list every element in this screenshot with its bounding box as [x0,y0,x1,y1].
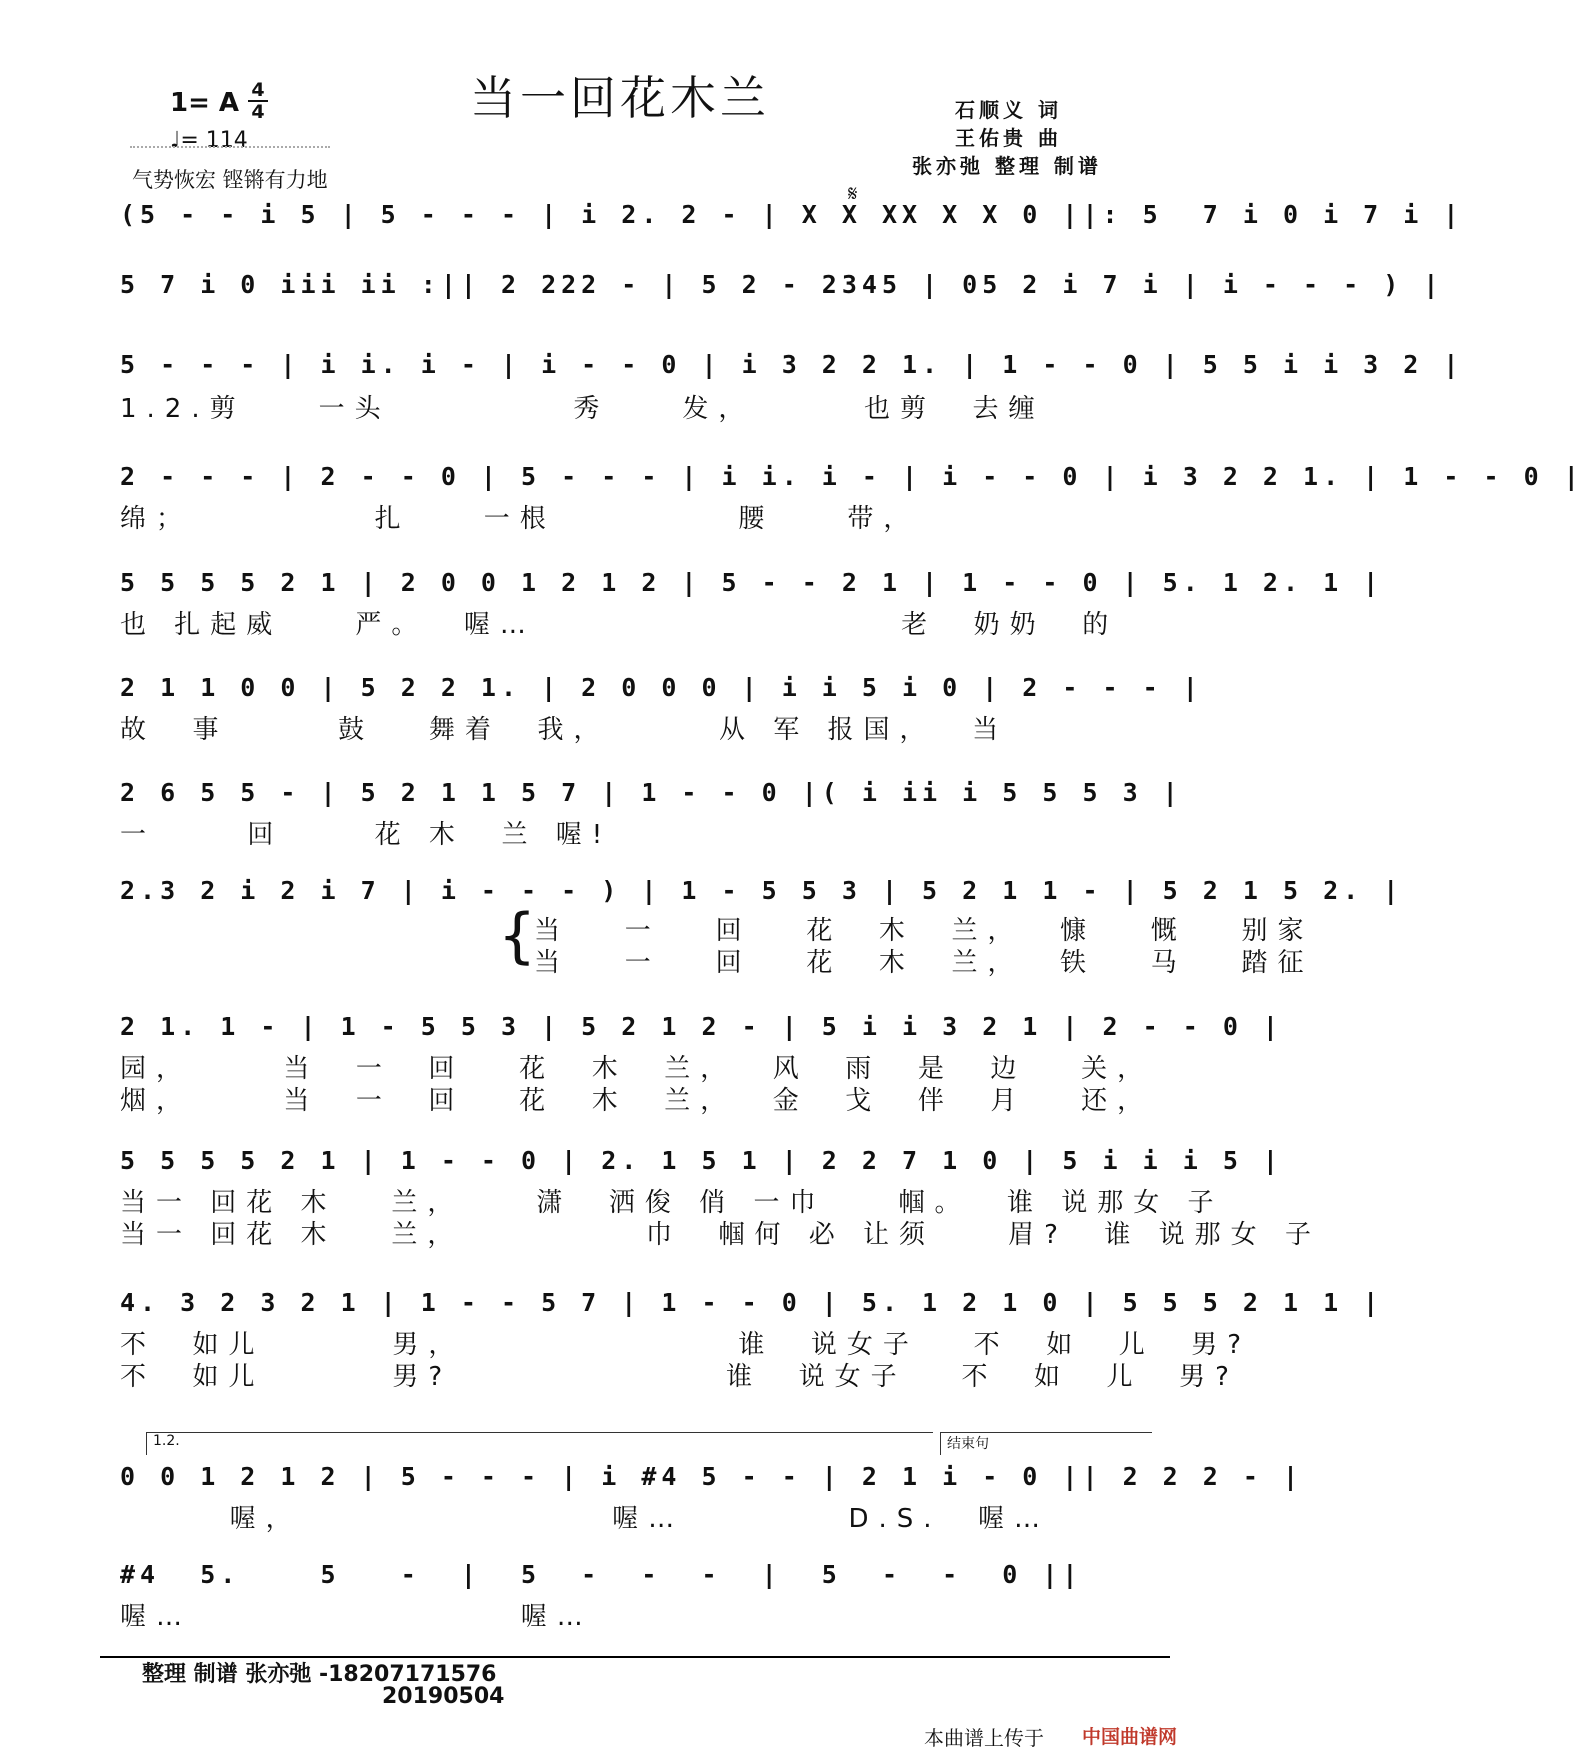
upload-note: 本曲谱上传于 [924,1726,1044,1750]
score-line-8 [120,876,1404,912]
lyric-line-11b: 不 如儿 男? 谁 说女子 不 如 儿 男? [120,1362,1239,1392]
lyric-line-7: 一 回 花 木 兰 喔! [120,820,613,850]
score-line-10 [120,1146,1283,1182]
score-line-6 [120,673,1203,709]
notes: 5 5 5 5 2 1 | 1 - - 0 | 2. 1 5 1 | 2 2 7 1 0 | 5 i i i 5 | [120,1146,1283,1175]
lyric-line-13: 喔… 喔… [120,1602,593,1632]
lyricist-credit: 石顺义 词 [955,98,1062,122]
footer-date: 20190504 [382,1684,505,1709]
lyric-line-3: 1.2.剪 一头 秀 发， 也剪 去缠 [120,394,1045,424]
notes: 2 1. 1 - | 1 - 5 5 3 | 5 2 1 2 - | 5 i i 3 2 1 | 2 - - 0 | [120,1012,1283,1041]
lyric-line-10b: 当一 回花 木 兰， 巾 帼何 必 让须 眉? 谁 说那女 子 [120,1220,1321,1250]
lyric-line-6: 故 事 鼓 舞着 我， 从 军 报国， 当 [120,715,1009,745]
arranger-credit: 张亦弛 整理 制谱 [912,154,1102,178]
score-line-1 [120,200,1464,236]
notes: 0 0 1 2 1 2 | 5 - - - | i #4 5 - - | 2 1 i - 0 || 2 2 2 - | [120,1462,1304,1491]
score-line-11 [120,1288,1384,1324]
expression-marking: 气势恢宏 铿锵有力地 [132,168,328,192]
score-line-13 [120,1560,1150,1596]
score-line-2 [120,270,1444,306]
notes: 2.3 2 i 2 i 7 | i - - - ) | 1 - 5 5 3 | 5 2 1 1 - | 5 2 1 5 2. | [120,876,1404,905]
notes: 2 6 5 5 - | 5 2 1 1 5 7 | 1 - - 0 |( i ii i 5 5 5 3 | [120,778,1183,807]
lyric-line-10: 当一 回花 木 兰， 潇 洒俊 俏 一巾 帼。 谁 说那女 子 [120,1188,1224,1218]
key-signature: 1= A [170,88,240,118]
site-logo: 中国曲谱网 [1082,1726,1178,1748]
lyric-line-12: 喔， 喔… D.S. 喔… [120,1504,1051,1534]
composer-credit: 王佑贵 曲 [955,126,1062,150]
notes: 5 - - - | i i. i - | i - - 0 | i 3 2 2 1. | 1 - - 0 | 5 5 i i 3 2 | [120,350,1464,379]
volta-first-ending [146,1432,933,1455]
segno-icon: 𝄋 [848,182,858,207]
lyric-line-9: 园， 当 一 回 花 木 兰， 风 雨 是 边 关， [120,1054,1154,1084]
notes: 5 5 5 5 2 1 | 2 0 0 1 2 1 2 | 5 - - 2 1 | 1 - - 0 | 5. 1 2. 1 | [120,568,1384,597]
score-line-3 [120,350,1464,386]
score-line-9 [120,1012,1283,1048]
score-line-7 [120,778,1183,814]
footer-credit [142,1664,504,1708]
verse-1-lyric-a: 当 一 回 花 木 兰， 慷 慨 别家 [534,916,1314,946]
verse-2-lyric-a: 当 一 回 花 木 兰， 铁 马 踏征 [534,948,1314,978]
time-signature [248,80,268,122]
notes: #4 5. 5 - | 5 - - - | 5 - - 0 || [120,1560,1083,1589]
volta-coda-ending [940,1432,1152,1455]
volta-label: 结束句 [947,1436,989,1452]
page-title: 当一回花木兰 [470,71,770,125]
volta-label: 1.2. [153,1433,180,1449]
lyric-line-5: 也 扎起威 严。 喔… 老 奶奶 的 [120,610,1119,640]
notes: 5 7 i 0 iii ii :|| 2 222 - | 5 2 - 2345 | 05 2 i 7 i | i - - - ) | [120,270,1444,299]
tempo-marking: ♩= 114 [170,128,248,153]
notes: 2 1 1 0 0 | 5 2 2 1. | 2 0 0 0 | i i 5 i 0 | 2 - - - | [120,673,1203,702]
footer-credit-text: 整理 制谱 张亦弛 -18207171576 [142,1662,497,1687]
lyric-line-11: 不 如儿 男， 谁 说女子 不 如 儿 男? [120,1330,1252,1360]
tempo-underline [130,146,330,148]
footer-divider [100,1656,1170,1658]
notes: (5 - - i 5 | 5 - - - | i 2. 2 - | X X XX X X 0 ||: 5 7 i 0 i 7 i | [120,200,1464,229]
notes: 4. 3 2 3 2 1 | 1 - - 5 7 | 1 - - 0 | 5. 1 2 1 0 | 5 5 5 2 1 1 | [120,1288,1384,1317]
score-line-4 [120,462,1584,498]
time-top: 4 [251,79,265,101]
score-line-5 [120,568,1384,604]
score-line-12 [120,1462,1304,1498]
lyric-line-4: 绵； 扎 一根 腰 带， [120,504,920,534]
lyric-line-9b: 烟， 当 一 回 花 木 兰， 金 戈 伴 月 还， [120,1086,1154,1116]
verse-brace: { [498,901,537,971]
notes: 2 - - - | 2 - - 0 | 5 - - - | i i. i - | i - - 0 | i 3 2 2 1. | 1 - - 0 | [120,462,1584,491]
time-bottom: 4 [251,101,265,123]
